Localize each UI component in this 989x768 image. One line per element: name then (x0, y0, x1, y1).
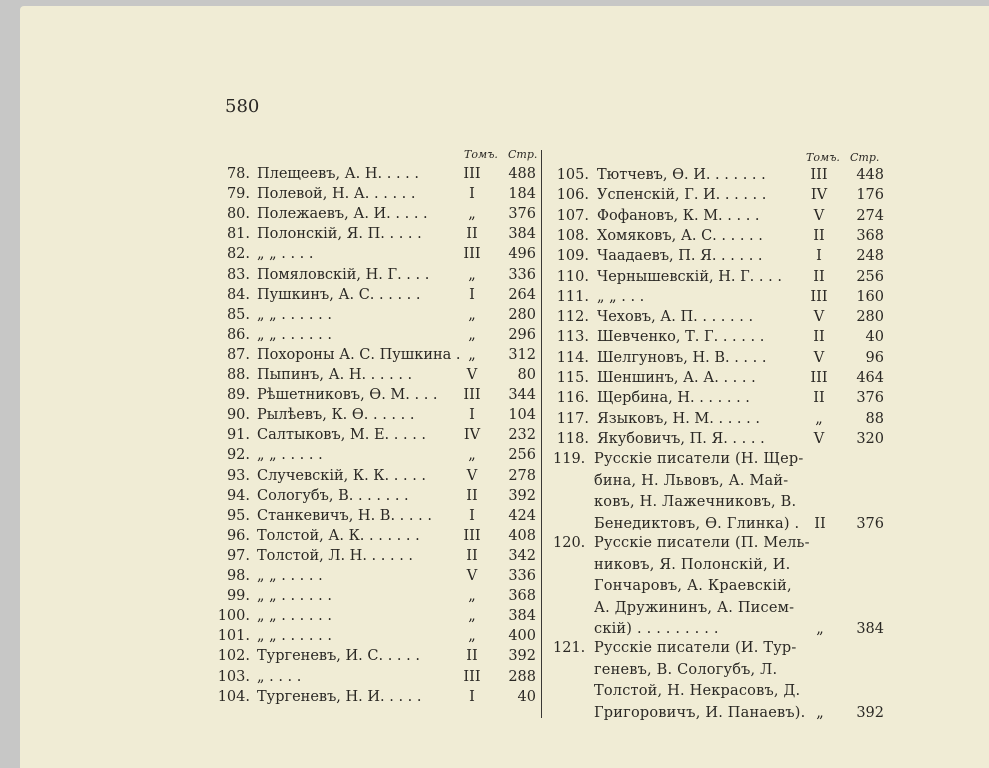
entry-name: „ „ . . . . . . (257, 326, 332, 343)
entry-row (0, 327, 989, 347)
entry-number: 97. (226, 547, 250, 564)
entry-row (0, 287, 989, 307)
entry-page: 408 (508, 527, 536, 544)
entry-number: 105. (556, 167, 589, 183)
entry-volume: V (466, 568, 478, 584)
entry-volume: V (813, 207, 825, 224)
entry-page: 384 (508, 226, 536, 243)
entry-volume: I (469, 186, 475, 203)
entry-number: 93. (226, 467, 250, 484)
entry-volume: „ (816, 704, 824, 721)
entry-volume: V (813, 349, 825, 366)
entry-name: Плещеевъ, А. Н. . . . . (257, 166, 420, 182)
entry-row (0, 226, 989, 246)
entry-page: 296 (508, 326, 536, 343)
entry-volume: IV (463, 427, 481, 444)
entry-name: Щербина, Н. . . . . . . (597, 390, 750, 407)
entry-page: 464 (856, 370, 884, 386)
entry-text-line: ковъ, Н. Лажечниковъ, В. (594, 494, 797, 510)
entry-name: „ „ . . . . . . (257, 588, 332, 605)
entry-name: Похороны А. С. Пушкина . (257, 346, 461, 363)
entry-volume: III (463, 246, 481, 263)
entry-text-line: Григоровичъ, И. Панаевъ). (594, 704, 806, 721)
entry-page: 88 (865, 410, 884, 427)
entry-page: 274 (856, 207, 884, 224)
entry-page: 232 (508, 427, 536, 444)
entry-volume: II (466, 547, 478, 564)
entry-text-line: никовъ, Я. Полонскій, И. (594, 556, 791, 573)
entry-volume: I (469, 407, 475, 424)
entry-name: Станкевичъ, Н. В. . . . . (257, 507, 432, 524)
entry-page: 184 (508, 186, 536, 203)
entry-row (0, 586, 989, 606)
entry-name: Полежаевъ, А. И. . . . . (257, 206, 428, 223)
entry-name: Сологубъ, В. . . . . . . (257, 487, 409, 504)
entry-page: 256 (856, 268, 884, 285)
entry-name: Рѣшетниковъ, Ѳ. М. . . . (257, 387, 438, 404)
entry-volume: „ (468, 306, 476, 323)
entry-row (0, 429, 989, 449)
entry-row (0, 486, 989, 506)
entry-volume: „ (468, 588, 476, 605)
entry-number: 117. (556, 410, 589, 427)
entry-number: 82. (226, 246, 250, 263)
entry-name: Тургеневъ, И. С. . . . . (257, 648, 420, 665)
entry-volume: II (813, 390, 825, 407)
entry-volume: III (463, 527, 481, 544)
entry-row (0, 566, 989, 586)
entry-name: Полонскій, Я. П. . . . . (257, 226, 422, 243)
entry-number: 81. (226, 226, 250, 243)
entry-volume: „ (468, 326, 476, 343)
entry-name: Фофановъ, К. М. . . . . (597, 207, 760, 224)
entry-row (0, 348, 989, 368)
entry-row (0, 626, 989, 646)
entry-page: 280 (508, 306, 536, 323)
entry-row (0, 368, 989, 388)
entry-number: 86. (226, 326, 250, 343)
entry-row (0, 687, 989, 707)
entry-name: Толстой, Л. Н. . . . . . (257, 547, 414, 564)
entry-number: 87. (226, 346, 250, 363)
entry-number: 121. (553, 640, 586, 656)
page-number: 580 (225, 96, 260, 117)
entry-page: 278 (508, 467, 536, 484)
entry-text-line: Русскіе писатели (И. Тур- (594, 640, 797, 656)
entry-page: 368 (856, 227, 884, 244)
header-volume-right: Томъ. (806, 151, 840, 164)
entry-page: 248 (856, 248, 884, 265)
entry-volume: „ (468, 608, 476, 625)
entry-name: Чаадаевъ, П. Я. . . . . . (597, 248, 763, 265)
entry-volume: „ (468, 628, 476, 645)
entry-row (0, 646, 989, 666)
entry-number: 101. (217, 628, 250, 645)
entry-number: 118. (556, 430, 589, 447)
entry-name: Якубовичъ, П. Я. . . . . (597, 430, 765, 447)
entry-page: 368 (508, 588, 536, 605)
entry-name: Салтыковъ, М. Е. . . . . (257, 427, 427, 444)
entry-number: 116. (556, 390, 589, 407)
entry-row (0, 307, 989, 327)
entry-number: 100. (217, 608, 250, 625)
entry-number: 107. (556, 207, 589, 224)
entry-number: 96. (226, 527, 250, 544)
entry-page: 384 (508, 608, 536, 625)
entry-volume: II (813, 329, 825, 346)
entry-page: 96 (865, 349, 884, 366)
entry-volume: V (813, 309, 825, 326)
entry-row (0, 667, 989, 687)
entry-volume: III (810, 167, 828, 183)
entry-page: 288 (508, 668, 536, 685)
entry-name: Помяловскій, Н. Г. . . . (257, 266, 430, 283)
entry-page: 392 (508, 487, 536, 504)
entry-number: 91. (226, 427, 250, 444)
entry-page: 280 (856, 309, 884, 326)
entry-row (0, 388, 989, 408)
header-volume-left: Томъ. (464, 148, 498, 161)
entry-name: Языковъ, Н. М. . . . . . (597, 410, 760, 427)
entry-volume: II (813, 268, 825, 285)
entry-number: 94. (226, 487, 250, 504)
entry-name: „ . . . . (257, 668, 302, 685)
entry-volume: III (810, 370, 828, 386)
entry-name: Толстой, А. К. . . . . . . (257, 527, 420, 544)
entry-text-line: бина, Н. Львовъ, А. Май- (594, 472, 789, 489)
entry-volume: I (469, 286, 475, 303)
entry-volume: I (469, 688, 475, 705)
entry-text-line: геневъ, В. Сологубъ, Л. (594, 661, 778, 678)
entry-page: 392 (508, 648, 536, 665)
entry-number: 103. (217, 668, 250, 685)
entry-name: Хомяковъ, А. С. . . . . . (597, 227, 763, 244)
entry-row (0, 526, 989, 546)
entry-volume: III (463, 387, 481, 404)
entry-number: 88. (226, 367, 250, 383)
entry-page: 40 (865, 329, 884, 346)
entry-name: Пыпинъ, А. Н. . . . . . (257, 367, 413, 383)
entry-page: 488 (508, 166, 536, 182)
entry-number: 104. (217, 688, 250, 705)
entry-number: 98. (226, 568, 250, 584)
entry-number: 115. (556, 370, 589, 386)
entry-volume: III (463, 668, 481, 685)
entry-page: 312 (508, 346, 536, 363)
entry-name: Шеншинъ, А. А. . . . . (597, 370, 756, 386)
entry-page: 342 (508, 547, 536, 564)
entry-name: Чернышевскій, Н. Г. . . . (597, 268, 782, 285)
entry-page: 376 (856, 515, 884, 532)
entry-text-line: А. Дружининъ, А. Писем- (594, 599, 795, 616)
entry-name: Шевченко, Т. Г. . . . . . (597, 329, 765, 346)
entry-row (0, 409, 989, 429)
entry-number: 95. (226, 507, 250, 524)
entry-page: 40 (517, 688, 536, 705)
entry-row (0, 246, 989, 266)
entry-number: 110. (556, 268, 589, 285)
entry-name: Успенскій, Г. И. . . . . . (597, 187, 767, 204)
entry-volume: II (813, 227, 825, 244)
entry-name: Случевскій, К. К. . . . . (257, 467, 427, 484)
entry-row (0, 606, 989, 626)
header-page-left: Стр. (508, 148, 538, 161)
entry-name: „ „ . . . . . . (257, 628, 332, 645)
entry-page: 392 (856, 704, 884, 721)
entry-page: 336 (508, 568, 536, 584)
entry-page: 336 (508, 266, 536, 283)
entry-page: 448 (856, 167, 884, 183)
entry-name: „ „ . . . . (257, 246, 314, 263)
entry-volume: „ (815, 410, 823, 427)
entry-number: 99. (226, 588, 250, 605)
entry-number: 111. (556, 288, 589, 305)
entry-number: 79. (226, 186, 250, 203)
entry-volume: „ (468, 266, 476, 283)
entry-name: „ „ . . . . . . (257, 306, 332, 323)
entry-text-line: Гончаровъ, А. Краевскій, (594, 578, 792, 594)
entry-number: 109. (556, 248, 589, 265)
entry-number: 90. (226, 407, 250, 424)
entry-volume: „ (816, 621, 824, 637)
entry-number: 113. (556, 329, 589, 346)
entry-row (0, 185, 989, 205)
entry-volume: II (466, 487, 478, 504)
entry-volume: V (813, 430, 825, 447)
entry-volume: „ (468, 447, 476, 464)
entry-number: 106. (556, 187, 589, 204)
entry-number: 102. (217, 648, 250, 665)
entry-name: Чеховъ, А. П. . . . . . . (597, 309, 754, 326)
entry-page: 320 (856, 430, 884, 447)
entry-number: 112. (556, 309, 589, 326)
entry-volume: II (466, 648, 478, 665)
entry-page: 400 (508, 628, 536, 645)
entry-name: Тургеневъ, Н. И. . . . . (257, 688, 422, 705)
entry-text-line: Бенедиктовъ, Ѳ. Глинка) . (594, 515, 800, 532)
entry-row (0, 165, 989, 185)
entry-row (0, 267, 989, 287)
entry-name: „ „ . . . . . (257, 447, 323, 464)
entry-number: 119. (553, 451, 586, 467)
entry-page: 384 (856, 621, 884, 637)
entry-volume: III (810, 288, 828, 305)
entry-volume: V (466, 467, 478, 484)
header-page-right: Стр. (850, 151, 880, 164)
entry-page: 160 (856, 288, 884, 305)
entry-volume: I (469, 507, 475, 524)
entry-volume: „ (468, 346, 476, 363)
entry-page: 264 (508, 286, 536, 303)
entry-name: Тютчевъ, Ѳ. И. . . . . . . (597, 167, 766, 183)
entry-page: 376 (856, 390, 884, 407)
entry-page: 80 (517, 367, 536, 383)
entry-row (0, 506, 989, 526)
entry-name: „ „ . . . . . (257, 568, 323, 584)
entry-page: 176 (856, 187, 884, 204)
entry-text-line: скій) . . . . . . . . . (594, 621, 719, 637)
entry-volume: „ (468, 206, 476, 223)
entry-page: 104 (508, 407, 536, 424)
entry-name: Пушкинъ, А. С. . . . . . (257, 286, 421, 303)
entry-text-line: Толстой, Н. Некрасовъ, Д. (594, 683, 801, 699)
entry-name: „ „ . . . (597, 288, 645, 305)
entry-volume: V (466, 367, 478, 383)
entry-number: 120. (553, 535, 586, 551)
entry-name: Полевой, Н. А. . . . . . (257, 186, 416, 203)
entry-row (0, 546, 989, 566)
entry-number: 80. (226, 206, 250, 223)
entry-volume: I (816, 248, 822, 265)
entry-number: 78. (226, 166, 250, 182)
entry-number: 114. (556, 349, 589, 366)
entry-volume: III (463, 166, 481, 182)
entry-name: „ „ . . . . . . (257, 608, 332, 625)
entry-page: 424 (508, 507, 536, 524)
entry-name: Шелгуновъ, Н. В. . . . . (597, 349, 767, 366)
entry-number: 92. (226, 447, 250, 464)
entry-text-line: Русскіе писатели (П. Мель- (594, 535, 810, 551)
entry-number: 85. (226, 306, 250, 323)
entry-page: 376 (508, 206, 536, 223)
entry-page: 256 (508, 447, 536, 464)
entry-row (0, 206, 989, 226)
entry-volume: II (814, 515, 826, 532)
entry-number: 84. (226, 286, 250, 303)
entry-page: 344 (508, 387, 536, 404)
entry-number: 108. (556, 227, 589, 244)
entry-row (0, 466, 989, 486)
entry-volume: II (466, 226, 478, 243)
entry-volume: IV (810, 187, 828, 204)
entry-number: 83. (226, 266, 250, 283)
entry-page: 496 (508, 246, 536, 263)
entry-name: Рылѣевъ, К. Ѳ. . . . . . (257, 407, 415, 424)
entry-number: 89. (226, 387, 250, 404)
entry-text-line: Русскіе писатели (Н. Щер- (594, 451, 804, 467)
